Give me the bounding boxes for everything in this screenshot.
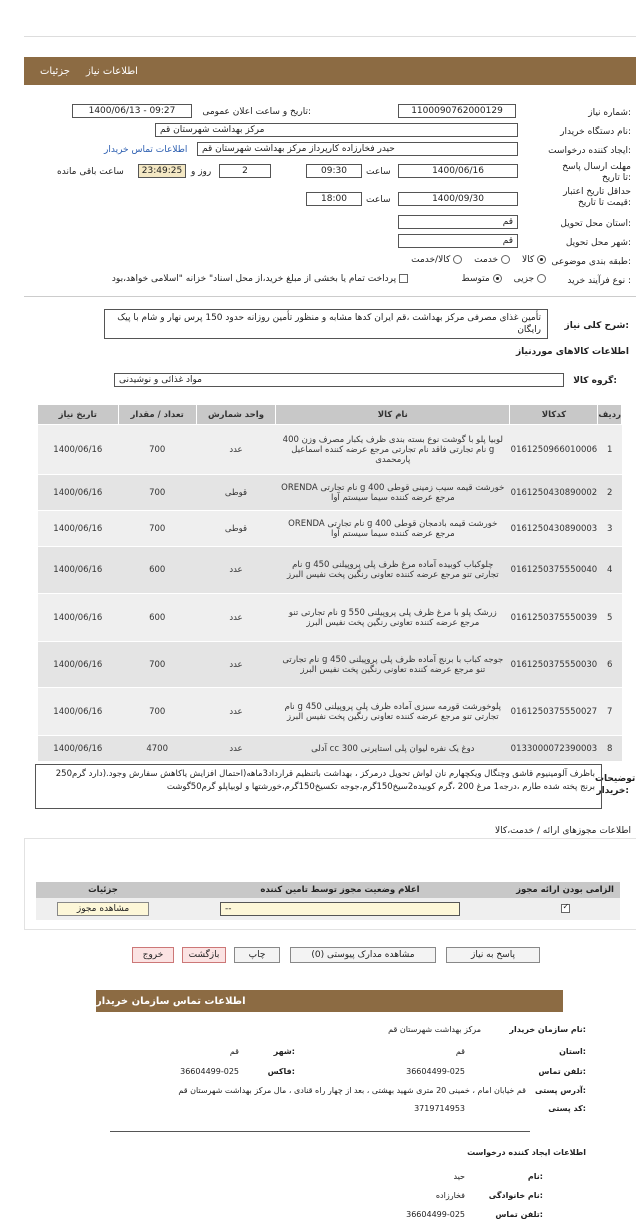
row-name: خورشت قیمه سیب زمینی قوطی 400 g نام تجارتی ORENDA مرجع عرضه کننده سیما سیستم آوا: [276, 475, 510, 511]
price-validity-label: حداقل تاریخ اعتبار قیمت تا تاریخ:: [563, 187, 631, 208]
days-field: 2: [219, 164, 271, 178]
category-label: طبقه بندی موضوعی:: [551, 257, 631, 267]
row-qty: 700: [118, 688, 196, 736]
row-qty: 600: [118, 594, 196, 642]
creator-last-name-label: نام خانوادگی:: [488, 1191, 543, 1200]
contact-city: قم: [229, 1047, 239, 1056]
required-checkbox: ✓: [562, 902, 570, 911]
contact-buyer-name-label: نام سازمان خریدار:: [509, 1025, 586, 1034]
contact-fax-label: فاکس:: [267, 1067, 295, 1076]
contact-phone: 36604499-025: [406, 1067, 465, 1076]
table-row: [38, 425, 622, 475]
row-name: جوجه کباب با برنج آماده ظرف پلی پروپیلنی g 450 نام تجارتی تنو مرجع عرضه کننده تعاونی رنگین پخت نفیس البرز: [276, 642, 510, 688]
creator-section-title: اطلاعات ایجاد کننده درخواست: [467, 1148, 586, 1157]
row-unit: عدد: [196, 688, 275, 736]
row-date: 1400/06/16: [38, 736, 119, 762]
buyer-org-label: نام دستگاه خریدار:: [560, 127, 631, 137]
permits-table: [36, 882, 620, 920]
need-no-field: 1100090762000129: [398, 104, 516, 118]
col-index: ردیف: [598, 405, 622, 425]
row-qty: 700: [118, 475, 196, 511]
row-code: 0161250375550030: [510, 642, 598, 688]
col-name: نام کالا: [276, 405, 510, 425]
row-index: 6: [598, 642, 622, 688]
contact-province: قم: [455, 1047, 465, 1056]
row-unit: عدد: [196, 547, 275, 594]
contact-address-label: آدرس پستی:: [535, 1086, 586, 1095]
tab-need-info[interactable]: اطلاعات نیاز: [85, 65, 138, 77]
permits-header-row: [36, 882, 620, 898]
row-date: 1400/06/16: [38, 475, 119, 511]
col-code: کدکالا: [510, 405, 598, 425]
permits-col-status: اعلام وضعیت مجوز توسط تامین کننده: [260, 885, 420, 895]
category-goods-service[interactable]: کالا/خدمت: [411, 255, 462, 265]
process-medium[interactable]: متوسط: [461, 274, 501, 284]
contact-province-label: استان:: [559, 1047, 586, 1056]
exit-button[interactable]: خروج: [132, 947, 174, 963]
goods-group-label: گروه کالا:: [573, 376, 617, 386]
row-unit: عدد: [196, 736, 275, 762]
summary-label: شرح کلی نیاز:: [564, 321, 629, 331]
row-index: 2: [598, 475, 622, 511]
announce-field: 1400/06/13 - 09:27: [72, 104, 192, 118]
process-label: نوع فرآیند خرید :: [567, 276, 631, 286]
creator-first-name: حید: [453, 1172, 465, 1181]
deadline-date-field: 1400/06/16: [398, 164, 518, 178]
radio-selected-icon: [537, 255, 546, 264]
contact-city-label: شهر:: [273, 1047, 295, 1056]
row-code: 0161250430890002: [510, 475, 598, 511]
row-index: 1: [598, 425, 622, 475]
col-unit: واحد شمارش: [196, 405, 275, 425]
process-options: [420, 274, 546, 284]
row-unit: عدد: [196, 594, 275, 642]
tab-details[interactable]: جزئیات: [40, 65, 70, 77]
table-row: [38, 475, 622, 511]
table-row: [38, 594, 622, 642]
goods-header-row: [38, 405, 622, 425]
row-date: 1400/06/16: [38, 594, 119, 642]
contact-buyer-name: مرکز بهداشت شهرستان قم: [388, 1025, 481, 1034]
category-goods[interactable]: کالا: [522, 255, 546, 265]
table-row: [38, 736, 622, 762]
price-validity-time-field: 18:00: [306, 192, 362, 206]
row-unit: عدد: [196, 425, 275, 475]
payment-checkbox[interactable]: [399, 274, 408, 283]
row-code: 0161250430890003: [510, 511, 598, 547]
price-validity-date-field: 1400/09/30: [398, 192, 518, 206]
row-unit: قوطی: [196, 475, 275, 511]
goods-group-field: مواد غذائی و نوشیدنی: [114, 373, 564, 387]
contact-postal: 3719714953: [414, 1104, 465, 1113]
row-code: 0161250966010006: [510, 425, 598, 475]
permits-status-field: --: [220, 902, 460, 916]
radio-icon: [501, 255, 510, 264]
row-date: 1400/06/16: [38, 688, 119, 736]
table-row: [38, 688, 622, 736]
payment-note: پرداخت تمام یا بخشی از مبلغ خرید،از محل اسناد" خزانه "اسلامی خواهد،بود: [66, 274, 408, 284]
process-minor[interactable]: جزیی: [514, 274, 546, 284]
permits-row: [36, 898, 620, 920]
back-button[interactable]: بازگشت: [182, 947, 226, 963]
buyer-notes-label: توضیحات خریدار:: [595, 774, 636, 796]
goods-section-title: اطلاعات کالاهای موردنیاز: [515, 347, 629, 357]
row-code: 0161250375550040: [510, 547, 598, 594]
row-date: 1400/06/16: [38, 547, 119, 594]
permits-title: اطلاعات مجوزهای ارائه / خدمت،کالا: [495, 826, 631, 836]
row-qty: 4700: [118, 736, 196, 762]
deadline-label: مهلت ارسال پاسخ تا تاریخ:: [562, 162, 631, 183]
province-field: قم: [398, 215, 518, 229]
divider: [24, 296, 636, 297]
day-label: روز و: [191, 167, 212, 177]
row-qty: 700: [118, 425, 196, 475]
print-button[interactable]: چاپ: [234, 947, 280, 963]
announce-label: تاریخ و ساعت اعلان عمومی:: [202, 107, 311, 117]
row-name: چلوکباب کوبیده آماده مرغ ظرف پلی پروپیلنی g 450 نام تجارتی تنو مرجع عرضه کننده تعاونی رنگین پخت نفیس البرز: [276, 547, 510, 594]
city-field: قم: [398, 234, 518, 248]
row-name: دوغ یک نفره لیوان پلی استایرنی 300 cc آدلی: [276, 736, 510, 762]
col-qty: تعداد / مقدار: [118, 405, 196, 425]
contact-postal-label: کد پستی:: [548, 1104, 586, 1113]
row-date: 1400/06/16: [38, 425, 119, 475]
row-index: 8: [598, 736, 622, 762]
permits-required-cell: [510, 898, 620, 920]
permits-details-cell: [36, 898, 170, 920]
summary-box: تأمین غذای مصرفی مرکز بهداشت ،قم ایران کدها مشابه و منظور تأمین روزانه حدود 150 پرس نهار و شام با پیک رایگان: [104, 309, 548, 339]
contact-header: اطلاعات تماس سازمان خریدار: [96, 990, 563, 1012]
view-permit-button[interactable]: مشاهده مجوز: [57, 902, 149, 916]
contact-phone-label: تلفن تماس:: [538, 1067, 586, 1076]
row-date: 1400/06/16: [38, 511, 119, 547]
buyer-contact-link[interactable]: اطلاعات تماس خریدار: [104, 145, 188, 155]
creator-phone: 36604499-025: [406, 1210, 465, 1219]
creator-phone-label: تلفن تماس:: [495, 1210, 543, 1219]
city-label: شهر محل تحویل:: [565, 238, 631, 248]
creator-field: حیدر فخارزاده کارپرداز مرکز بهداشت شهرستان قم: [197, 142, 518, 156]
price-validity-time-label: ساعت: [366, 195, 391, 205]
province-label: استان محل تحویل:: [560, 219, 631, 229]
need-no-label: شماره نیاز:: [588, 108, 631, 118]
row-qty: 700: [118, 642, 196, 688]
row-code: 0161250375550039: [510, 594, 598, 642]
permits-status-cell: [170, 898, 510, 920]
row-unit: عدد: [196, 642, 275, 688]
goods-table: [37, 404, 622, 762]
row-date: 1400/06/16: [38, 642, 119, 688]
top-line: [24, 36, 636, 37]
permits-col-required: الزامی بودن ارائه مجوز: [516, 885, 614, 895]
row-name: پلوخورشت قورمه سبزی آماده ظرف پلی پروپیلنی g 450 نام تجارتی تنو مرجع عرضه کننده تعاونی رنگین پخت نفیس البرز: [276, 688, 510, 736]
creator-last-name: فخارزاده: [435, 1191, 465, 1200]
remaining-label: ساعت باقی مانده: [57, 167, 124, 177]
radio-icon: [537, 274, 546, 283]
col-date: تاریخ نیاز: [38, 405, 119, 425]
reply-button[interactable]: پاسخ به نیاز: [446, 947, 540, 963]
row-name: لوبیا پلو با گوشت نوع بسته بندی ظرف یکبار مصرف وزن 400 g نام تجارتی فاقد نام تجارتی مرجع عرضه کننده اسماعیل پارمحمدی: [276, 425, 510, 475]
row-index: 7: [598, 688, 622, 736]
row-index: 4: [598, 547, 622, 594]
category-options: [190, 255, 546, 265]
row-index: 3: [598, 511, 622, 547]
row-name: زرشک پلو با مرغ ظرف پلی پروپیلنی g 550 نام تجارتی تنو مرجع عرضه کننده تعاونی رنگین پخت نفیس البرز: [276, 594, 510, 642]
table-row: [38, 642, 622, 688]
creator-first-name-label: نام:: [527, 1172, 543, 1181]
attachments-button[interactable]: مشاهده مدارک پیوستی (0): [290, 947, 436, 963]
page-header: [24, 57, 636, 85]
row-index: 5: [598, 594, 622, 642]
buyer-org-field: مرکز بهداشت شهرستان قم: [155, 123, 518, 137]
row-name: خورشت قیمه بادمجان قوطی 400 g نام تجارتی ORENDA مرجع عرضه کننده سیما سیستم آوا: [276, 511, 510, 547]
row-unit: قوطی: [196, 511, 275, 547]
table-row: [38, 547, 622, 594]
permits-col-details: جزئیات: [88, 885, 118, 895]
contact-address: قم خیابان امام ، خمینی 20 متری شهید بهشتی ، بعد از چهار راه قنادی ، مال مرکز بهداشت شهرستان قم: [178, 1086, 526, 1095]
row-code: 0161250375550027: [510, 688, 598, 736]
table-row: [38, 511, 622, 547]
creator-label: ایجاد کننده درخواست:: [548, 146, 631, 156]
remaining-time-field: 23:49:25: [138, 164, 186, 178]
row-qty: 600: [118, 547, 196, 594]
category-service[interactable]: خدمت: [474, 255, 510, 265]
deadline-time-field: 09:30: [306, 164, 362, 178]
row-code: 0133000072390003: [510, 736, 598, 762]
contact-fax: 36604499-025: [180, 1067, 239, 1076]
radio-icon: [453, 255, 462, 264]
radio-selected-icon: [493, 274, 502, 283]
row-qty: 700: [118, 511, 196, 547]
buyer-notes-box: باظرف آلومینیوم قاشق وچنگال ویکچهارم نان لواش تحویل درمرکز ، بهداشت باتنظیم قرارداد3ماهه(احتمال افزایش یاکاهش سفارش وجود.(دارد گرم250 برنج پخته شده طارم ،درجه1 مرغ 200 ،گرم کوبیده2سیخ150گرم،جوجه تکسیخ150گرم،خورشتها و لوبیاپلو گرم50گوشت: [35, 764, 602, 809]
contact-divider: [110, 1131, 530, 1132]
deadline-time-label: ساعت: [366, 167, 391, 177]
